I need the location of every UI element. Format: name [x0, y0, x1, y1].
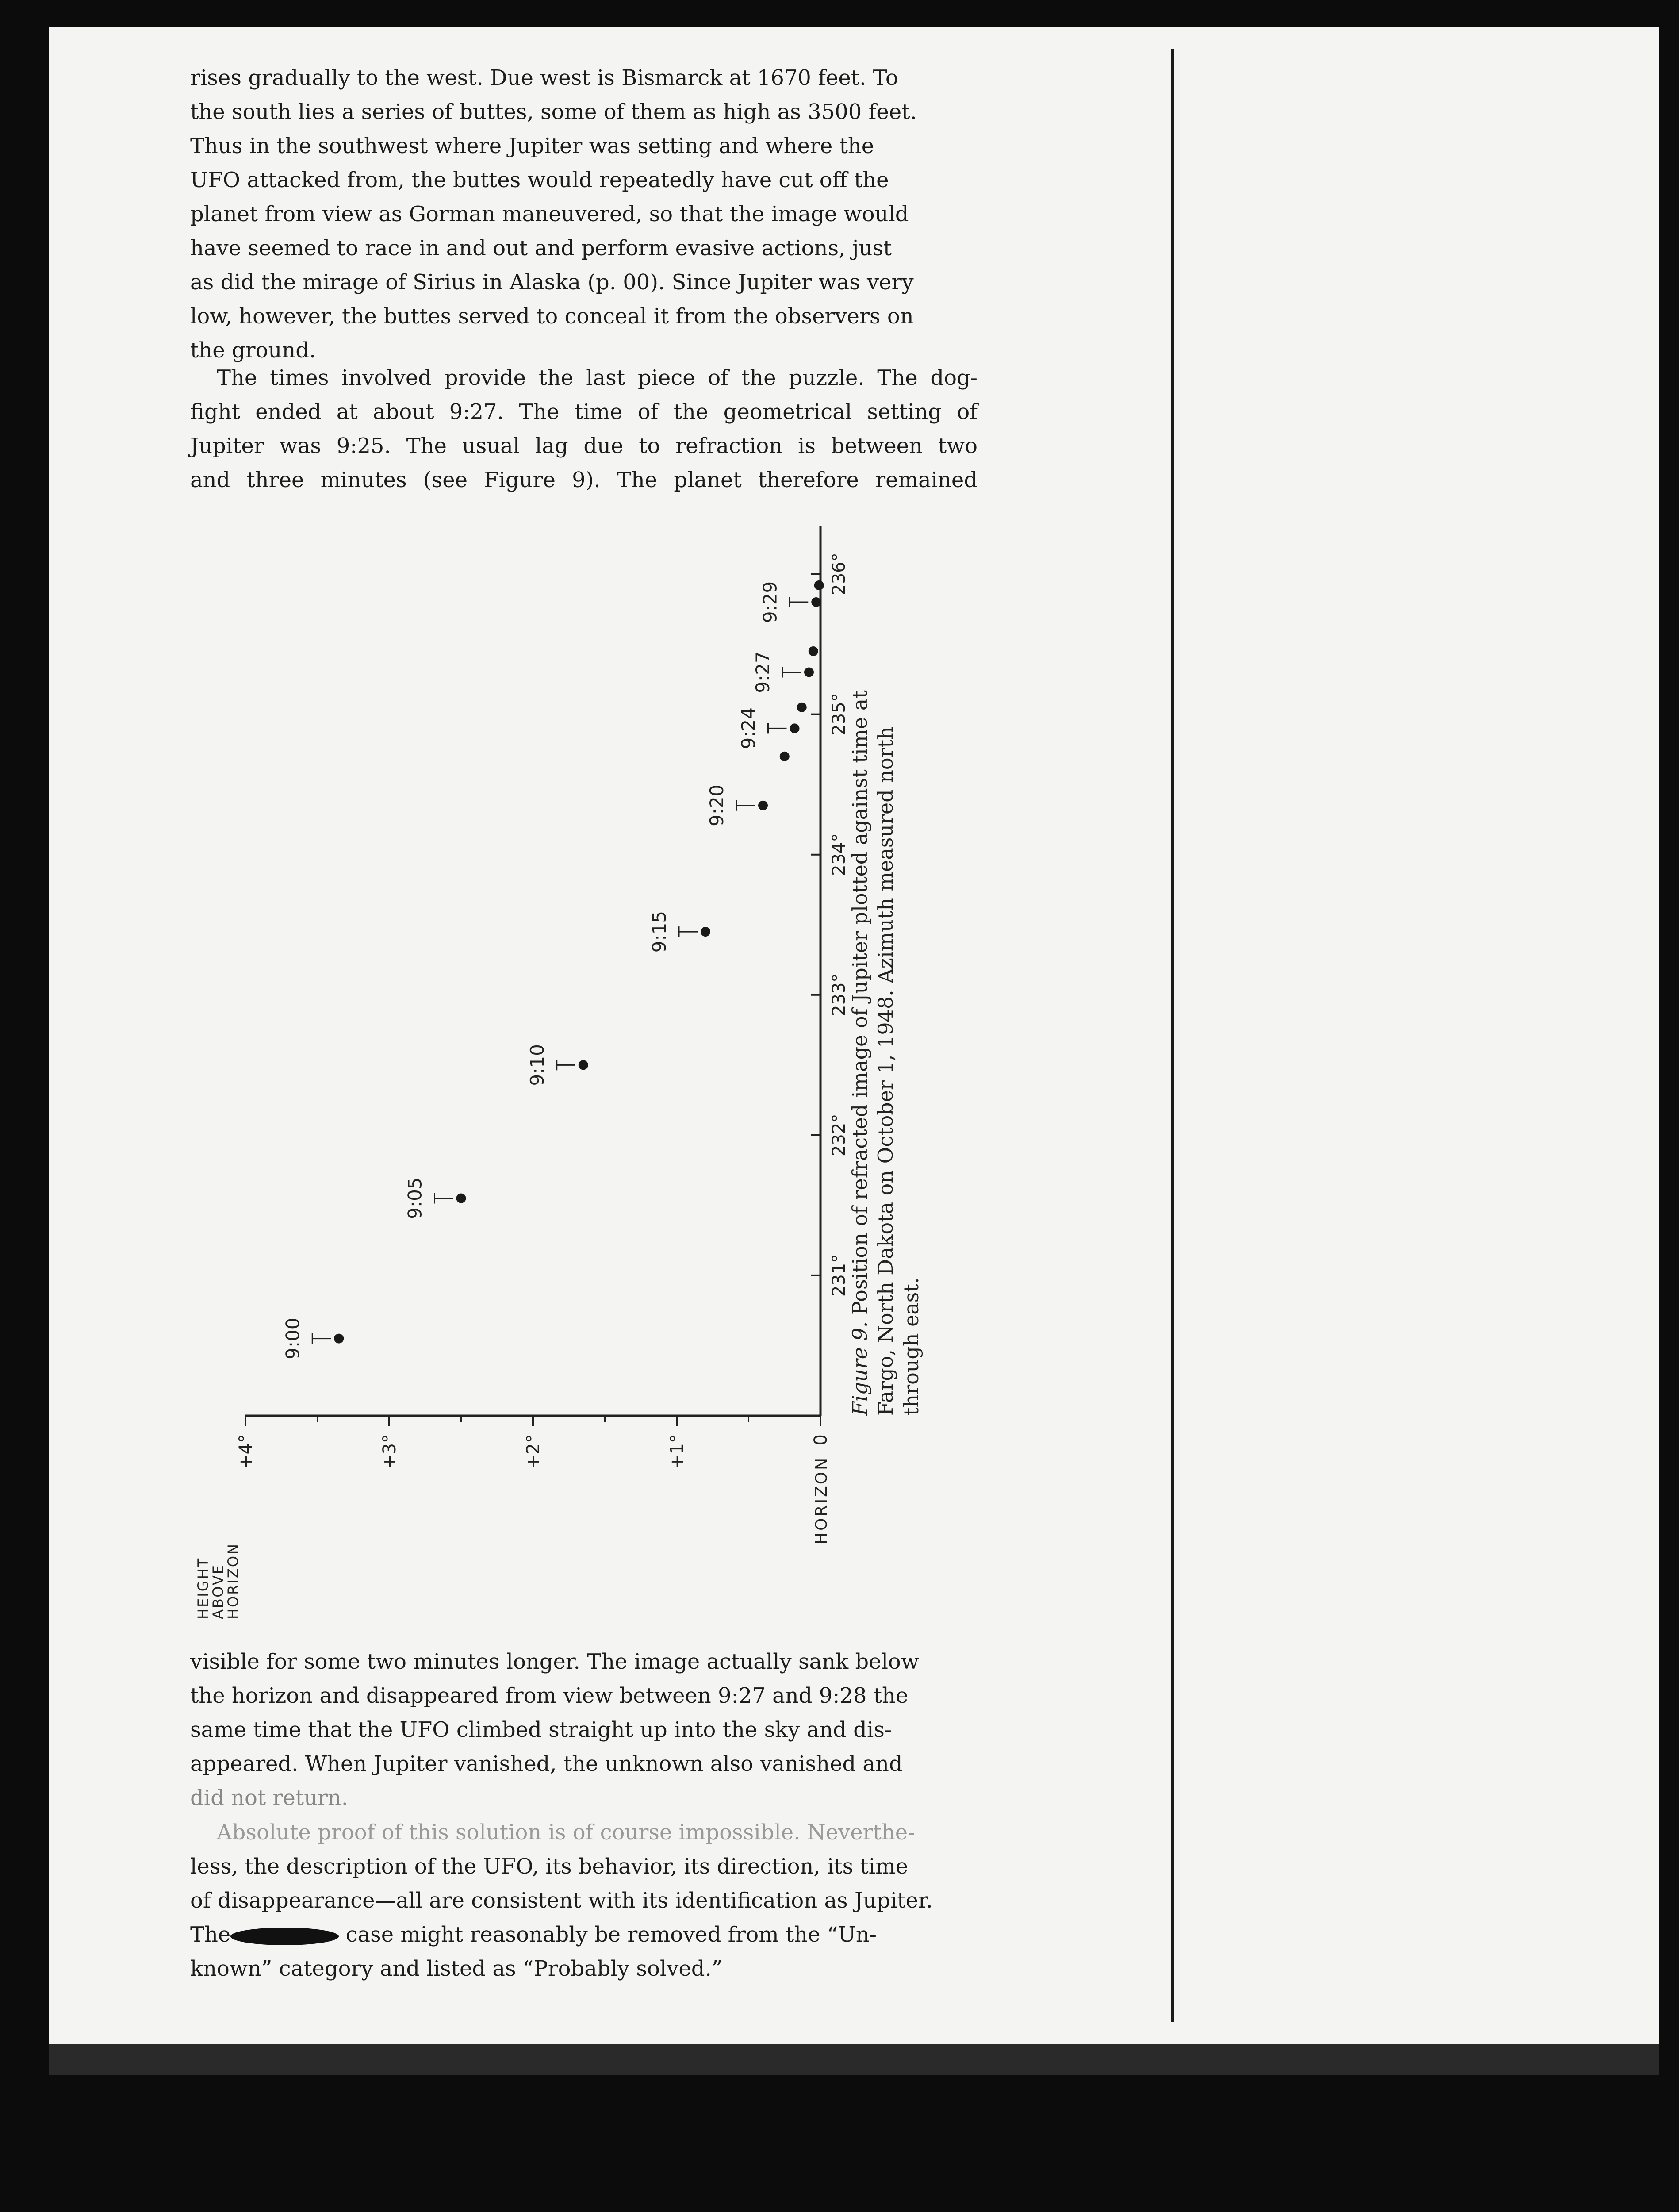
- text-line: Jupiter was 9:25. The usual lag due to refraction is between two: [190, 434, 978, 458]
- text-line-redacted: [190, 1918, 978, 1952]
- text-line: known” category and listed as “Probably solved.”: [190, 1956, 723, 1981]
- scan-edge: [49, 2044, 1659, 2075]
- text-line: fight ended at about 9:27. The time of the geometrical setting of: [190, 399, 978, 424]
- text-line: UFO attacked from, the buttes would repeatedly have cut off the: [190, 168, 889, 192]
- point-time-label: 9:27: [752, 651, 774, 693]
- text-line: appeared. When Jupiter vanished, the unknown also vanished and: [190, 1751, 903, 1776]
- figure-9: [195, 522, 1017, 1655]
- height-tick-label: 0: [811, 1434, 831, 1446]
- azimuth-tick-label: 236°: [829, 553, 849, 595]
- text-line: and three minutes (see Figure 9). The planet therefore remained: [190, 468, 978, 492]
- text-line: less, the description of the UFO, its behavior, its direction, its time: [190, 1854, 908, 1879]
- text-line: as did the mirage of Sirius in Alaska (p. 00). Since Jupiter was very: [190, 270, 914, 295]
- azimuth-tick-label: 233°: [829, 973, 849, 1016]
- height-tick-label: +2°: [523, 1434, 544, 1469]
- figure-caption-text: Position of refracted image of Jupiter plotted against time at: [848, 690, 872, 1315]
- figure-caption-line: through east.: [899, 1277, 923, 1416]
- paragraph-times: [190, 361, 978, 497]
- azimuth-tick-label: 231°: [829, 1254, 849, 1297]
- text-line: Absolute proof of this solution is of course impossible. Neverthe-: [217, 1820, 915, 1845]
- figure-caption-line: Fargo, North Dakota on October 1, 1948. Azimuth measured north: [874, 726, 897, 1416]
- text-line: Thus in the southwest where Jupiter was setting and where the: [190, 134, 874, 158]
- point-time-label: 9:05: [404, 1177, 426, 1219]
- point-time-label: 9:20: [706, 784, 728, 826]
- data-point: [579, 1060, 588, 1070]
- text-fragment: The: [190, 1922, 231, 1947]
- point-time-label: 9:15: [648, 910, 670, 953]
- y-axis-label: HEIGHT: [195, 1557, 211, 1619]
- height-tick-label: +1°: [667, 1434, 687, 1469]
- data-point: [804, 668, 814, 677]
- text-line: the horizon and disappeared from view between 9:27 and 9:28 the: [190, 1683, 908, 1708]
- point-time-label: 9:29: [759, 581, 781, 623]
- text-line: the south lies a series of buttes, some of them as high as 3500 feet.: [190, 100, 917, 124]
- text-line: low, however, the buttes served to conceal it from the observers on: [190, 304, 914, 329]
- point-time-label: 9:24: [737, 707, 759, 749]
- point-time-label: 9:00: [282, 1317, 304, 1359]
- data-point: [797, 703, 807, 712]
- horizon-label: HORIZON: [813, 1456, 831, 1544]
- redaction-mark: [230, 1928, 339, 1945]
- azimuth-tick-label: 234°: [829, 833, 849, 876]
- column-rule: [1171, 49, 1174, 2022]
- data-point: [701, 927, 710, 937]
- paragraph-visible: [190, 1645, 978, 1815]
- text-line: rises gradually to the west. Due west is Bismarck at 1670 feet. To: [190, 65, 898, 90]
- paragraph-conclusion: [190, 1816, 978, 1986]
- paragraph-buttes: [190, 61, 978, 368]
- data-point: [811, 597, 821, 607]
- text-line: The times involved provide the last piece of the puzzle. The dog-: [217, 365, 978, 390]
- y-axis-label: HORIZON: [225, 1543, 242, 1619]
- jupiter-refraction-chart: [195, 522, 1017, 1655]
- data-point: [790, 723, 800, 733]
- data-point: [809, 646, 818, 656]
- height-tick-label: +3°: [380, 1434, 400, 1469]
- text-line: planet from view as Gorman maneuvered, so that the image would: [190, 202, 909, 227]
- data-point: [758, 801, 768, 810]
- data-point: [334, 1334, 344, 1344]
- point-time-label: 9:10: [526, 1044, 548, 1086]
- text-line: did not return.: [190, 1786, 349, 1810]
- figure-caption-line: [848, 690, 872, 1416]
- azimuth-tick-label: 235°: [829, 693, 849, 736]
- height-tick-label: +4°: [236, 1434, 256, 1469]
- text-line: have seemed to race in and out and perform evasive actions, just: [190, 236, 892, 261]
- data-point: [814, 580, 824, 590]
- y-axis-label: ABOVE: [210, 1563, 226, 1619]
- figure-number: Figure 9.: [848, 1314, 872, 1416]
- text-line: the ground.: [190, 338, 316, 363]
- text-line: of disappearance—all are consistent with its identification as Jupiter.: [190, 1888, 933, 1913]
- text-fragment: case might reasonably be removed from the “Un-: [345, 1922, 877, 1947]
- azimuth-tick-label: 232°: [829, 1114, 849, 1157]
- data-point: [780, 752, 790, 761]
- text-line: visible for some two minutes longer. The image actually sank below: [190, 1649, 919, 1674]
- text-line: same time that the UFO climbed straight up into the sky and dis-: [190, 1717, 892, 1742]
- data-point: [456, 1194, 466, 1203]
